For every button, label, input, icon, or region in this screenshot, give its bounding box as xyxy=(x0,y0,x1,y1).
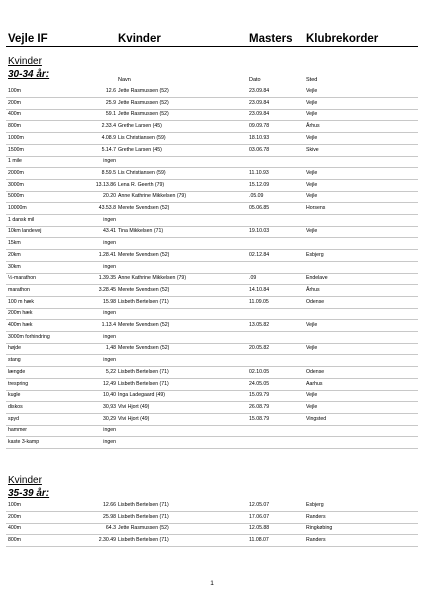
column-header-date: Dato xyxy=(249,77,261,83)
table-row xyxy=(6,285,418,297)
place-cell: Skive xyxy=(306,146,319,153)
result-cell: 25.9 xyxy=(105,99,116,106)
result-cell: 1.39.35 xyxy=(98,275,116,282)
name-cell: Lisbeth Bertelsen (71) xyxy=(118,298,169,305)
table-row xyxy=(6,145,418,157)
table-row xyxy=(6,500,418,512)
result-cell: ingen xyxy=(103,240,116,247)
discipline-cell: højde xyxy=(8,345,21,352)
name-cell: Vivi Hjort (49) xyxy=(118,415,150,422)
document-header xyxy=(6,32,418,46)
discipline-cell: 1 dansk mil xyxy=(8,216,35,223)
result-cell: 5,22 xyxy=(105,368,116,375)
table-row xyxy=(6,414,418,426)
header-divider xyxy=(6,46,418,47)
table-row xyxy=(6,238,418,250)
masters-title: Masters xyxy=(249,33,293,45)
place-cell: Vejle xyxy=(306,193,318,200)
place-cell: Ringkøbing xyxy=(306,525,333,532)
place-cell: Vejle xyxy=(306,345,318,352)
name-cell: Merete Svendsen (52) xyxy=(118,251,170,258)
discipline-cell: 800m xyxy=(8,537,21,544)
place-cell: Vejle xyxy=(306,392,318,399)
discipline-cell: 1000m xyxy=(8,134,24,141)
table-row xyxy=(6,109,418,121)
name-cell: Lisbeth Bertelsen (71) xyxy=(118,537,169,544)
date-cell: 03.06.78 xyxy=(249,146,270,153)
place-cell: Vejle xyxy=(306,228,318,235)
date-cell: 23.09.84 xyxy=(249,111,270,118)
result-cell: 30,29 xyxy=(103,415,116,422)
table-row xyxy=(6,332,418,344)
place-cell: Horsens xyxy=(306,205,326,211)
place-cell: Århus xyxy=(306,123,320,130)
date-cell: 15.08.79 xyxy=(249,415,270,422)
name-cell: Lis Christiansen (59) xyxy=(118,134,166,141)
result-cell: 5.14.7 xyxy=(101,146,116,153)
table-row xyxy=(6,121,418,133)
discipline-cell: kaste 3-kamp xyxy=(8,439,40,445)
table-row xyxy=(6,343,418,355)
table-row xyxy=(6,402,418,414)
discipline-cell: trespring xyxy=(8,380,29,387)
place-cell: Odense xyxy=(306,368,325,375)
name-cell: Grethe Larsen (45) xyxy=(118,146,162,153)
date-cell: 02.12.84 xyxy=(249,251,270,258)
discipline-cell: 3000m forhindring xyxy=(8,333,50,340)
table-row xyxy=(6,98,418,110)
discipline-cell: 400m xyxy=(8,111,21,118)
place-cell: Vingsted xyxy=(306,415,327,422)
name-cell: Merete Svendsen (52) xyxy=(118,345,170,352)
discipline-cell: 10km landevej xyxy=(8,228,42,235)
result-cell: 59.1 xyxy=(105,111,116,118)
table-row xyxy=(6,512,418,524)
table-row xyxy=(6,215,418,227)
discipline-cell: 2000m xyxy=(8,169,24,176)
date-cell: 11.10.93 xyxy=(249,169,269,176)
discipline-cell: 10000m xyxy=(8,205,27,211)
place-cell: Randers xyxy=(306,513,326,520)
discipline-cell: 100 m hæk xyxy=(8,298,34,305)
table-row xyxy=(6,320,418,332)
name-cell: Vivi Hjort (49) xyxy=(118,403,150,410)
name-cell: Anne Kathrine Mikkelsen (79) xyxy=(118,193,187,200)
date-cell: 11.09.05 xyxy=(249,298,269,305)
place-cell: Vejle xyxy=(306,134,318,141)
date-cell: 15.12.09 xyxy=(249,181,270,188)
club-name: Vejle IF xyxy=(8,33,48,45)
place-cell: Esbjerg xyxy=(306,502,324,508)
result-cell: 3.28.45 xyxy=(98,286,116,293)
date-cell: 13.05.82 xyxy=(249,322,270,328)
result-cell: 30,93 xyxy=(103,403,116,410)
result-cell: 1.13.4 xyxy=(101,322,116,328)
result-cell: ingen xyxy=(103,427,116,434)
section2-age-group: 35-39 år: xyxy=(8,488,50,499)
name-cell: Jette Rasmussen (52) xyxy=(118,88,169,94)
date-cell: 18.10.93 xyxy=(249,134,270,141)
table-row xyxy=(6,203,418,215)
result-cell: 10,40 xyxy=(103,392,116,399)
result-cell: 13.13.86 xyxy=(95,181,116,188)
discipline-cell: marathon xyxy=(8,286,30,293)
place-cell: Endelave xyxy=(306,275,328,282)
section2-title: Kvinder xyxy=(8,475,42,486)
records-title: Klubrekorder xyxy=(306,33,379,45)
table-row xyxy=(6,156,418,168)
discipline-cell: 5000m xyxy=(8,193,24,200)
section1-age-group: 30-34 år: xyxy=(8,69,50,80)
date-cell: .05.09 xyxy=(249,193,264,200)
table-row xyxy=(6,437,418,449)
date-cell: 09.09.78 xyxy=(249,123,270,130)
discipline-cell: hammer xyxy=(8,427,28,434)
name-cell: Merete Svendsen (52) xyxy=(118,322,170,328)
discipline-cell: 1500m xyxy=(8,146,24,153)
place-cell: Vejle xyxy=(306,322,318,328)
date-cell: 23.09.84 xyxy=(249,99,270,106)
discipline-cell: 800m xyxy=(8,123,21,130)
date-cell: 24.05.05 xyxy=(249,380,270,387)
result-cell: 1,48 xyxy=(105,345,116,352)
table-row xyxy=(6,191,418,203)
section1-title: Kvinder xyxy=(8,56,42,67)
place-cell: Århus xyxy=(306,286,320,293)
discipline-cell: 3000m xyxy=(8,181,24,188)
table-row xyxy=(6,250,418,262)
discipline-cell: 30km xyxy=(8,263,21,270)
name-cell: Merete Svendsen (52) xyxy=(118,286,170,293)
result-cell: 12.6 xyxy=(105,88,116,94)
table-row xyxy=(6,168,418,180)
name-cell: Lisbeth Bertelsen (71) xyxy=(118,513,169,520)
result-cell: ingen xyxy=(103,333,116,340)
discipline-cell: kugle xyxy=(8,392,21,399)
result-cell: 1.28.41 xyxy=(98,251,116,258)
discipline-cell: diskos xyxy=(8,403,23,410)
discipline-cell: længde xyxy=(8,368,26,375)
date-cell: 02.10.05 xyxy=(249,368,270,375)
place-cell: Esbjerg xyxy=(306,251,324,258)
table-row xyxy=(6,425,418,437)
table-row xyxy=(6,390,418,402)
result-cell: 12.66 xyxy=(103,502,116,508)
date-cell: 19.10.03 xyxy=(249,228,270,235)
place-cell: Vejle xyxy=(306,88,318,94)
table-row xyxy=(6,535,418,547)
date-cell: 11.08.07 xyxy=(249,537,269,544)
discipline-cell: 15km xyxy=(8,240,21,247)
discipline-cell: 200m xyxy=(8,99,21,106)
result-cell: ingen xyxy=(103,158,116,165)
table-row xyxy=(6,133,418,145)
name-cell: Jette Rasmussen (52) xyxy=(118,111,169,118)
name-cell: Tina Mikkelsen (71) xyxy=(118,228,164,235)
place-cell: Vejle xyxy=(306,181,318,188)
table-row xyxy=(6,308,418,320)
discipline-cell: 20km xyxy=(8,251,21,258)
column-header-name: Navn xyxy=(118,77,131,83)
discipline-cell: 1 mile xyxy=(8,158,22,165)
place-cell: Randers xyxy=(306,537,326,544)
table-row xyxy=(6,523,418,535)
result-cell: ingen xyxy=(103,310,116,317)
table-row xyxy=(6,355,418,367)
result-cell: 12,49 xyxy=(103,380,116,387)
result-cell: 20.20 xyxy=(103,193,116,200)
name-cell: Lisbeth Bertelsen (71) xyxy=(118,380,169,387)
table-row xyxy=(6,367,418,379)
name-cell: Anne Kathrine Mikkelsen (79) xyxy=(118,275,187,282)
name-cell: Lisbeth Bertelsen (71) xyxy=(118,368,169,375)
name-cell: Grethe Larsen (45) xyxy=(118,123,162,130)
table-row xyxy=(6,297,418,309)
discipline-cell: 100m xyxy=(8,88,21,94)
discipline-cell: 200m hæk xyxy=(8,310,33,317)
result-cell: ingen xyxy=(103,439,116,445)
discipline-cell: 100m xyxy=(8,502,21,508)
date-cell: 12.05.07 xyxy=(249,502,270,508)
date-cell: 12.05.88 xyxy=(249,525,270,532)
name-cell: Lis Christiansen (59) xyxy=(118,169,166,176)
place-cell: Vejle xyxy=(306,99,318,106)
discipline-cell: 400m hæk xyxy=(8,322,33,328)
date-cell: 14.10.84 xyxy=(249,286,270,293)
result-cell: 2.33.4 xyxy=(101,123,116,130)
date-cell: 26.08.79 xyxy=(249,403,270,410)
name-cell: Lena R. Geerth (79) xyxy=(118,181,165,188)
result-cell: 64.3 xyxy=(105,525,116,532)
date-cell: 15.09.79 xyxy=(249,392,270,399)
result-cell: 25.98 xyxy=(103,513,116,520)
column-header-place: Sted xyxy=(306,77,318,83)
table-row xyxy=(6,180,418,192)
date-cell: 20.05.82 xyxy=(249,345,270,352)
name-cell: Inga Ladegaard (49) xyxy=(118,392,166,399)
name-cell: Lisbeth Bertelsen (71) xyxy=(118,502,169,508)
date-cell: .09 xyxy=(249,275,257,282)
result-cell: ingen xyxy=(103,357,116,364)
result-cell: ingen xyxy=(103,216,116,223)
category-title: Kvinder xyxy=(118,33,161,45)
name-cell: Jette Rasmussen (52) xyxy=(118,99,169,106)
date-cell: 17.06.07 xyxy=(249,513,270,520)
table-row xyxy=(6,86,418,98)
place-cell: Vejle xyxy=(306,169,318,176)
result-cell: 8.59.5 xyxy=(101,169,116,176)
result-cell: 15.98 xyxy=(103,298,116,305)
table-row xyxy=(6,262,418,274)
discipline-cell: ½-marathon xyxy=(8,275,36,282)
discipline-cell: 400m xyxy=(8,525,21,532)
place-cell: Vejle xyxy=(306,403,318,410)
table-row xyxy=(6,273,418,285)
page-number: 1 xyxy=(210,580,214,587)
result-cell: 43.53.8 xyxy=(98,205,116,211)
name-cell: Jette Rasmussen (52) xyxy=(118,525,169,532)
date-cell: 05.06.85 xyxy=(249,205,270,211)
discipline-cell: stang xyxy=(8,357,21,364)
result-cell: 4.08.9 xyxy=(101,134,116,141)
result-cell: 2.30.49 xyxy=(98,537,116,544)
discipline-cell: 200m xyxy=(8,513,21,520)
place-cell: Aarhus xyxy=(306,380,323,387)
result-cell: 43.41 xyxy=(103,228,116,235)
place-cell: Vejle xyxy=(306,111,318,118)
date-cell: 23.09.84 xyxy=(249,88,270,94)
table-row xyxy=(6,226,418,238)
name-cell: Merete Svendsen (52) xyxy=(118,205,170,211)
place-cell: Odense xyxy=(306,298,325,305)
discipline-cell: spyd xyxy=(8,415,19,422)
table-row xyxy=(6,379,418,391)
result-cell: ingen xyxy=(103,263,116,270)
